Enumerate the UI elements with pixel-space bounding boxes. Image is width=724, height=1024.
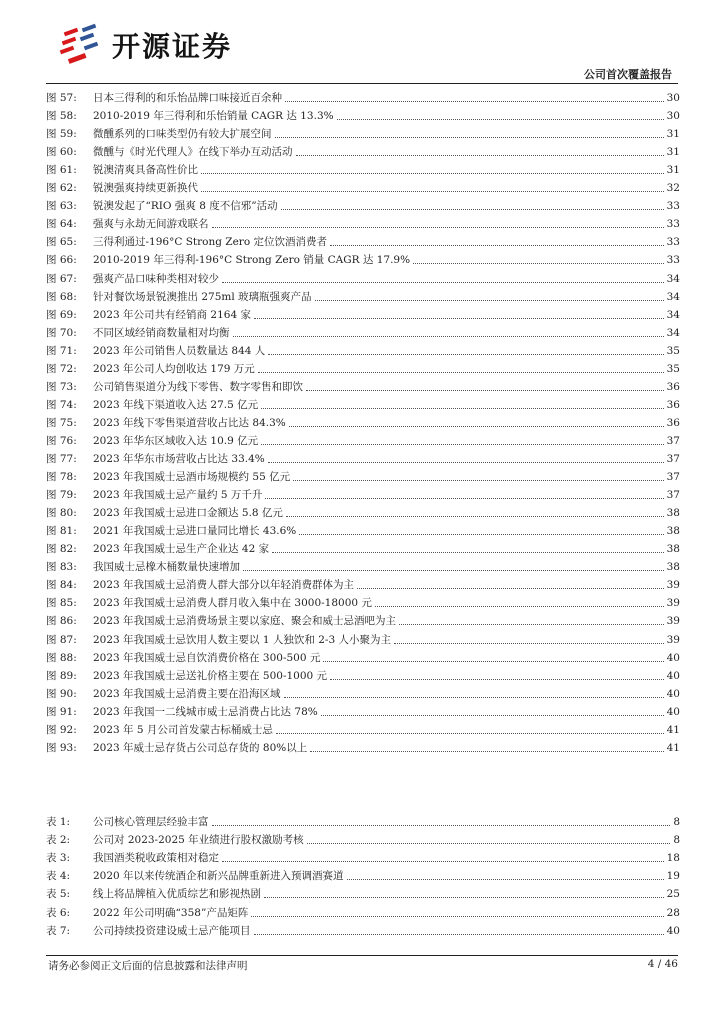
- entry-title: 2023 年威士忌存货占公司总存货的 80%以上: [93, 741, 308, 754]
- entry-label: 图 82:: [46, 543, 77, 556]
- toc-entry[interactable]: [46, 737, 680, 755]
- entry-page: 33: [666, 254, 680, 267]
- entry-title: 2010-2019 年三得利和乐怡销量 CAGR 达 13.3%: [93, 110, 334, 123]
- dot-leader: [337, 119, 664, 120]
- dot-leader: [296, 155, 664, 156]
- entry-label: 图 64:: [46, 218, 77, 231]
- entry-title: 锐澳清爽具备高性价比: [93, 164, 198, 177]
- entry-label: 图 70:: [46, 326, 77, 339]
- entry-title: 我国酒类税收政策相对稳定: [93, 852, 219, 865]
- entry-page: 30: [666, 110, 680, 123]
- entry-label: 图 92:: [46, 723, 77, 736]
- dot-leader: [299, 534, 663, 535]
- entry-page: 37: [666, 434, 680, 447]
- entry-label: 图 67:: [46, 272, 77, 285]
- entry-page: 31: [666, 128, 680, 141]
- entry-label: 图 80:: [46, 507, 77, 520]
- entry-label: 表 7:: [46, 924, 71, 937]
- entry-title: 我国威士忌橡木桶数量快速增加: [93, 561, 240, 574]
- dot-leader: [212, 825, 671, 826]
- entry-title: 2023 年线下渠道收入达 27.5 亿元: [93, 398, 259, 411]
- toc-entry[interactable]: [46, 647, 680, 665]
- entry-page: 8: [673, 816, 680, 828]
- toc-entry[interactable]: [46, 358, 680, 376]
- entry-page: 33: [666, 218, 680, 231]
- toc-entry[interactable]: [46, 556, 680, 574]
- page-number: 4 / 46: [647, 958, 678, 970]
- entry-page: 40: [666, 651, 680, 664]
- entry-label: 图 86:: [46, 615, 77, 628]
- entry-title: 2023 年我国威士忌消费场景主要以家庭、聚会和威士忌酒吧为主: [93, 615, 397, 628]
- toc-entry[interactable]: [46, 123, 680, 141]
- entry-label: 图 87:: [46, 633, 77, 646]
- entry-title: 微醺系列的口味类型仍有较大扩展空间: [93, 128, 272, 141]
- toc-entry[interactable]: [46, 683, 680, 701]
- entry-page: 38: [666, 507, 680, 520]
- dot-leader: [289, 426, 664, 427]
- entry-title: 2023 年我国威士忌送礼价格主要在 500-1000 元: [93, 669, 328, 682]
- toc-entry[interactable]: [46, 502, 680, 520]
- toc-entry[interactable]: [46, 159, 680, 177]
- dot-leader: [321, 715, 664, 716]
- brand-logo: [58, 22, 232, 68]
- entry-label: 图 58:: [46, 110, 77, 123]
- entry-title: 线上将品牌植入优质综艺和影视热剧: [93, 888, 261, 901]
- report-type: 公司首次覆盖报告: [584, 68, 672, 81]
- footer-divider: [46, 955, 678, 956]
- entry-label: 图 57:: [46, 92, 77, 104]
- dot-leader: [394, 643, 664, 644]
- entry-title: 2023 年我国威士忌进口金额达 5.8 亿元: [93, 507, 283, 520]
- dot-leader: [315, 300, 664, 301]
- entry-page: 37: [666, 453, 680, 465]
- toc-entry[interactable]: [46, 286, 680, 304]
- entry-page: 8: [673, 834, 680, 847]
- entry-page: 38: [666, 525, 680, 538]
- dot-leader: [251, 916, 663, 917]
- entry-title: 微醺与《时光代理人》在线下举办互动活动: [93, 146, 293, 159]
- entry-title: 2023 年公司人均创收达 179 万元: [93, 362, 255, 375]
- entry-title: 2023 年华东区域收入达 10.9 亿元: [93, 434, 259, 447]
- entry-title: 强爽与永劫无间游戏联名: [93, 218, 209, 231]
- entry-title: 公司对 2023-2025 年业绩进行股权激励考核: [93, 834, 304, 847]
- entry-title: 2023 年 5 月公司首发蒙古标桶威士忌: [93, 723, 273, 736]
- dot-leader: [222, 861, 664, 862]
- entry-page: 41: [666, 741, 680, 754]
- toc-entry[interactable]: [46, 412, 680, 430]
- dot-leader: [330, 679, 664, 680]
- dot-leader: [265, 498, 663, 499]
- toc-entry[interactable]: [46, 829, 680, 847]
- entry-title: 2020 年以来传统酒企和新兴品牌重新进入预调酒赛道: [93, 870, 344, 883]
- toc-entry[interactable]: [46, 902, 680, 920]
- entry-page: 31: [666, 164, 680, 177]
- toc-entry[interactable]: [46, 520, 680, 538]
- entry-title: 公司销售渠道分为线下零售、数字零售和即饮: [93, 380, 303, 393]
- toc-entry[interactable]: [46, 701, 680, 719]
- entry-label: 图 73:: [46, 380, 77, 393]
- entry-page: 39: [666, 597, 680, 610]
- entry-label: 表 2:: [46, 834, 71, 847]
- entry-title: 2023 年我国威士忌酒市场规模约 55 亿元: [93, 471, 291, 484]
- toc-entry[interactable]: [46, 629, 680, 647]
- entry-title: 2021 年我国威士忌进口量同比增长 43.6%: [93, 525, 297, 538]
- toc-entry[interactable]: [46, 592, 680, 610]
- toc-entry[interactable]: [46, 610, 680, 628]
- toc-entry[interactable]: [46, 920, 680, 938]
- toc-entry[interactable]: [46, 87, 680, 105]
- entry-label: 图 81:: [46, 525, 77, 538]
- entry-page: 39: [666, 615, 680, 628]
- entry-label: 表 3:: [46, 852, 71, 865]
- entry-label: 表 1:: [46, 816, 71, 828]
- disclaimer: 请务必参阅正文后面的信息披露和法律声明: [48, 960, 248, 972]
- entry-page: 34: [666, 308, 680, 321]
- toc-entry[interactable]: [46, 448, 680, 466]
- entry-label: 图 79:: [46, 489, 77, 502]
- entry-label: 图 69:: [46, 308, 77, 321]
- entry-label: 图 75:: [46, 416, 77, 429]
- dot-leader: [307, 843, 671, 844]
- dot-leader: [264, 897, 664, 898]
- dot-leader: [261, 408, 664, 409]
- toc-entry[interactable]: [46, 394, 680, 412]
- entry-page: 41: [666, 723, 680, 736]
- entry-page: 35: [666, 344, 680, 357]
- toc-entry[interactable]: [46, 304, 680, 322]
- entry-title: 公司持续投资建设威士忌产能项目: [93, 924, 251, 937]
- entry-label: 图 93:: [46, 741, 77, 754]
- dot-leader: [323, 661, 663, 662]
- dot-leader: [233, 336, 664, 337]
- entry-title: 2023 年我国一二线城市威士忌消费占比达 78%: [93, 705, 318, 718]
- toc-entry[interactable]: [46, 231, 680, 249]
- entry-title: 锐澳强爽持续更新换代: [93, 182, 198, 195]
- toc-entry[interactable]: [46, 538, 680, 556]
- entry-title: 不同区域经销商数量相对均衡: [93, 326, 230, 339]
- toc-entry[interactable]: [46, 322, 680, 340]
- dot-leader: [330, 245, 664, 246]
- entry-title: 2023 年华东市场营收占比达 33.4%: [93, 453, 265, 465]
- toc-entry[interactable]: [46, 466, 680, 484]
- entry-label: 表 4:: [46, 870, 71, 883]
- toc-entry[interactable]: [46, 376, 680, 394]
- entry-label: 图 78:: [46, 471, 77, 484]
- entry-title: 2023 年公司销售人员数量达 844 人: [93, 344, 266, 357]
- entry-page: 32: [666, 182, 680, 195]
- entry-page: 36: [666, 380, 680, 393]
- toc-entry[interactable]: [46, 847, 680, 865]
- entry-title: 2022 年公司明确“358”产品矩阵: [93, 906, 249, 919]
- dot-leader: [212, 227, 664, 228]
- entry-page: 38: [666, 543, 680, 556]
- entry-page: 34: [666, 326, 680, 339]
- toc-entry[interactable]: [46, 213, 680, 231]
- toc-entry[interactable]: [46, 195, 680, 213]
- dot-leader: [310, 751, 663, 752]
- dot-leader: [222, 282, 664, 283]
- toc-entry[interactable]: [46, 811, 680, 829]
- dot-leader: [258, 372, 664, 373]
- entry-label: 图 77:: [46, 453, 77, 465]
- entry-label: 表 6:: [46, 906, 71, 919]
- entry-title: 2023 年我国威士忌消费人群月收入集中在 3000-18000 元: [93, 597, 372, 610]
- entry-page: 33: [666, 236, 680, 249]
- dot-leader: [357, 588, 664, 589]
- dot-leader: [306, 390, 664, 391]
- dot-leader: [261, 444, 664, 445]
- entry-label: 图 66:: [46, 254, 77, 267]
- dot-leader: [347, 879, 664, 880]
- entry-page: 35: [666, 362, 680, 375]
- entry-page: 40: [666, 687, 680, 700]
- dot-leader: [375, 606, 664, 607]
- toc-entry[interactable]: [46, 430, 680, 448]
- dot-leader: [285, 101, 664, 102]
- entry-label: 图 85:: [46, 597, 77, 610]
- entry-page: 37: [666, 471, 680, 484]
- entry-label: 图 83:: [46, 561, 77, 574]
- dot-leader: [201, 191, 664, 192]
- entry-title: 2023 年我国威士忌饮用人数主要以 1 人独饮和 2-3 人小聚为主: [93, 633, 391, 646]
- entry-page: 31: [666, 146, 680, 159]
- entry-title: 2023 年我国威士忌产量约 5 万千升: [93, 489, 263, 502]
- toc-entry[interactable]: [46, 105, 680, 123]
- entry-page: 36: [666, 398, 680, 411]
- entry-title: 锐澳发起了“RIO 强爽 8 度不信邪”活动: [93, 200, 278, 213]
- entry-label: 图 62:: [46, 182, 77, 195]
- dot-leader: [254, 934, 664, 935]
- entry-page: 37: [666, 489, 680, 502]
- toc-entry[interactable]: [46, 249, 680, 267]
- toc-entry[interactable]: [46, 665, 680, 683]
- dot-leader: [293, 480, 664, 481]
- entry-page: 38: [666, 561, 680, 574]
- entry-title: 2023 年我国威士忌消费人群大部分以年轻消费群体为主: [93, 579, 355, 592]
- entry-page: 40: [666, 669, 680, 682]
- dot-leader: [275, 137, 664, 138]
- entry-page: 18: [666, 852, 680, 865]
- entry-page: 19: [666, 870, 680, 883]
- entry-page: 36: [666, 416, 680, 429]
- entry-label: 图 71:: [46, 344, 77, 357]
- entry-page: 34: [666, 272, 680, 285]
- dot-leader: [284, 697, 664, 698]
- toc-entry[interactable]: [46, 883, 680, 901]
- dot-leader: [276, 733, 664, 734]
- dot-leader: [413, 263, 664, 264]
- toc-entry[interactable]: [46, 177, 680, 195]
- toc-entry[interactable]: [46, 574, 680, 592]
- dot-leader: [268, 462, 664, 463]
- entry-page: 30: [666, 92, 680, 104]
- dot-leader: [286, 516, 664, 517]
- dot-leader: [243, 570, 664, 571]
- entry-label: 图 63:: [46, 200, 77, 213]
- dot-leader: [399, 624, 664, 625]
- entry-title: 2023 年公司共有经销商 2164 家: [93, 308, 251, 321]
- entry-label: 图 68:: [46, 290, 77, 303]
- toc-entry[interactable]: [46, 340, 680, 358]
- header-divider: [46, 83, 678, 84]
- toc-entry[interactable]: [46, 268, 680, 286]
- entry-page: 40: [666, 705, 680, 718]
- dot-leader: [268, 354, 663, 355]
- entry-label: 图 88:: [46, 651, 77, 664]
- entry-title: 2023 年我国威士忌生产企业达 42 家: [93, 543, 270, 556]
- dot-leader: [281, 209, 664, 210]
- entry-label: 图 61:: [46, 164, 77, 177]
- entry-label: 表 5:: [46, 888, 71, 901]
- entry-title: 2023 年我国威士忌消费主要在沿海区域: [93, 687, 281, 700]
- entry-label: 图 90:: [46, 687, 77, 700]
- entry-title: 2023 年我国威士忌自饮消费价格在 300-500 元: [93, 651, 321, 664]
- toc-entry[interactable]: [46, 865, 680, 883]
- dot-leader: [272, 552, 664, 553]
- entry-title: 针对餐饮场景锐澳推出 275ml 玻璃瓶强爽产品: [93, 290, 312, 303]
- entry-page: 39: [666, 633, 680, 646]
- entry-label: 图 72:: [46, 362, 77, 375]
- entry-page: 39: [666, 579, 680, 592]
- entry-label: 图 65:: [46, 236, 77, 249]
- entry-title: 强爽产品口味种类相对较少: [93, 272, 219, 285]
- entry-label: 图 89:: [46, 669, 77, 682]
- entry-title: 2010-2019 年三得利-196°C Strong Zero 销量 CAGR 达 17.9%: [93, 254, 411, 267]
- toc-entry[interactable]: [46, 719, 680, 737]
- entry-page: 25: [666, 888, 680, 901]
- entry-label: 图 76:: [46, 434, 77, 447]
- entry-title: 日本三得利的和乐怡品牌口味接近百余种: [93, 92, 282, 104]
- entry-label: 图 91:: [46, 705, 77, 718]
- entry-label: 图 60:: [46, 146, 77, 159]
- dot-leader: [201, 173, 664, 174]
- brand-name: 开源证券: [112, 30, 233, 63]
- entry-title: 2023 年线下零售渠道营收占比达 84.3%: [93, 416, 286, 429]
- entry-page: 33: [666, 200, 680, 213]
- dot-leader: [254, 318, 664, 319]
- toc-entry[interactable]: [46, 484, 680, 502]
- logo-mark-icon: [58, 22, 106, 68]
- entry-title: 三得利通过-196°C Strong Zero 定位饮酒消费者: [93, 236, 327, 249]
- entry-label: 图 84:: [46, 579, 77, 592]
- entry-title: 公司核心管理层经验丰富: [93, 816, 209, 828]
- entry-page: 34: [666, 290, 680, 303]
- entry-page: 40: [666, 924, 680, 937]
- entry-page: 28: [666, 906, 680, 919]
- entry-label: 图 74:: [46, 398, 77, 411]
- entry-label: 图 59:: [46, 128, 77, 141]
- toc-entry[interactable]: [46, 141, 680, 159]
